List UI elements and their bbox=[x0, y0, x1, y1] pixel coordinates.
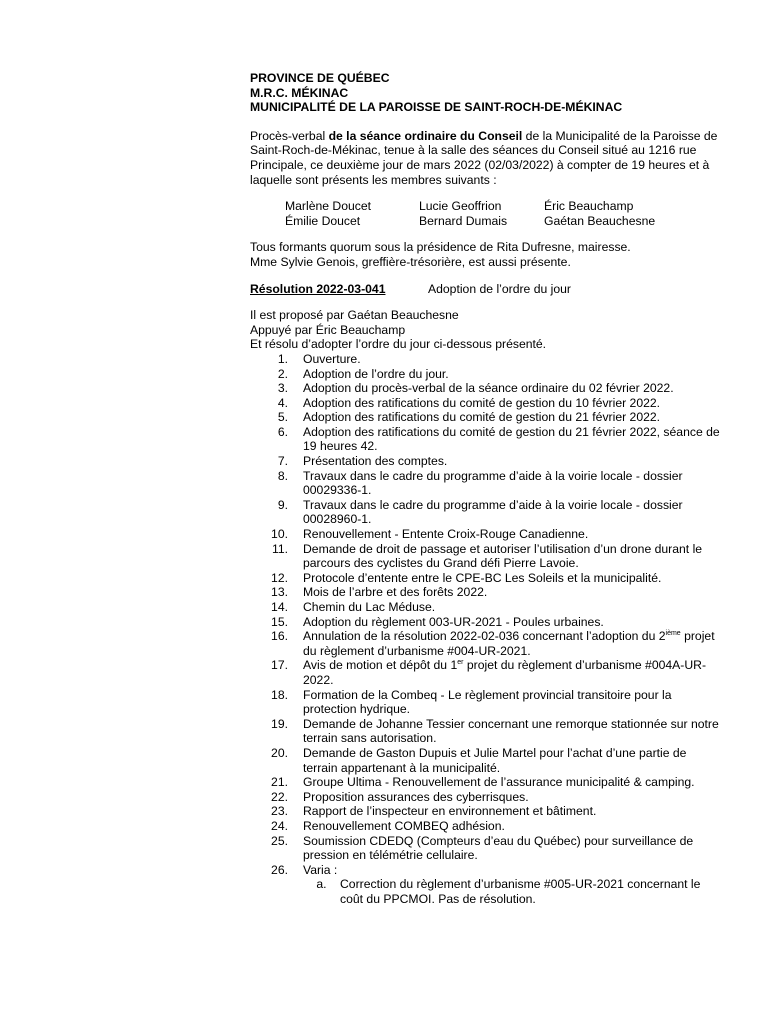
agenda-item-number: 3. bbox=[277, 381, 288, 396]
agenda-item bbox=[250, 629, 720, 658]
header-municipality: MUNICIPALITÉ DE LA PAROISSE DE SAINT-ROCH-DE-MÉKINAC bbox=[250, 100, 623, 115]
intro-post: de la Municipalité de la Paroisse de Saint-Roch-de-Mékinac, tenue à la salle des séances du Conseil situé au 1216 rue Principale, ce deuxième jour de mars 2022 (02/03/2022) à compter de 19 heures et à laquelle sont présents les membres suivants : bbox=[250, 128, 718, 187]
agenda-item-text: Demande de Gaston Dupuis et Julie Martel pour l’achat d’une partie de terrain appartenant à la municipalité. bbox=[303, 745, 687, 775]
agenda-item-text: Rapport de l’inspecteur en environnement et bâtiment. bbox=[303, 804, 597, 819]
member-name: Bernard Dumais bbox=[419, 213, 508, 228]
intro-pre: Procès-verbal bbox=[250, 128, 329, 143]
agenda-item bbox=[250, 352, 720, 367]
agenda-item-number: 18. bbox=[271, 687, 288, 702]
agenda-item bbox=[250, 571, 720, 586]
agenda-item-text: Adoption du règlement 003-UR-2021 - Poules urbaines. bbox=[303, 614, 604, 629]
member-name: Éric Beauchamp bbox=[544, 199, 634, 214]
agenda-item-text: Proposition assurances des cyberrisques. bbox=[303, 789, 529, 804]
agenda-item-number: 1. bbox=[277, 351, 288, 366]
agenda-item-text: Présentation des comptes. bbox=[303, 454, 448, 469]
agenda-item-text: Soumission CDEDQ (Compteurs d’eau du Québec) pour surveillance de pression en télémétrie cellulaire. bbox=[303, 833, 694, 863]
agenda-item-number: 23. bbox=[271, 804, 288, 819]
agenda-sub-item bbox=[303, 877, 720, 906]
agenda-item-number: 2. bbox=[277, 366, 288, 381]
agenda-item-text: Adoption de l’ordre du jour. bbox=[303, 366, 449, 381]
agenda-item-number: 25. bbox=[271, 833, 288, 848]
agenda-item-number: 16. bbox=[271, 629, 288, 644]
agenda-item-number: 15. bbox=[271, 614, 288, 629]
agenda-item-text: Ouverture. bbox=[303, 351, 361, 366]
quorum-paragraph bbox=[250, 240, 720, 269]
agenda-item bbox=[250, 381, 720, 396]
secretary-line: Mme Sylvie Genois, greffière-trésorière, est aussi présente. bbox=[250, 254, 571, 269]
agenda-item bbox=[250, 746, 720, 775]
agenda-item-text: Avis de motion et dépôt du 1er projet du règlement d’urbanisme #004A-UR-2022. bbox=[303, 658, 707, 687]
agenda-item-number: 4. bbox=[277, 395, 288, 410]
agenda-item bbox=[250, 688, 720, 717]
agenda-item-number: 17. bbox=[271, 658, 288, 673]
agenda-item bbox=[250, 367, 720, 382]
agenda-item bbox=[250, 658, 720, 687]
agenda-item-text: Annulation de la résolution 2022-02-036 concernant l’adoption du 2ième projet du règlement d’urbanisme #004-UR-2021. bbox=[303, 629, 715, 658]
agenda-item bbox=[250, 717, 720, 746]
resolution-title: Adoption de l’ordre du jour bbox=[428, 281, 571, 296]
agenda-item bbox=[250, 527, 720, 542]
intro-bold: de la séance ordinaire du Conseil bbox=[328, 128, 523, 143]
resolved-text: Et résolu d’adopter l’ordre du jour ci-dessous présenté. bbox=[250, 337, 547, 352]
agenda-item-text: Protocole d’entente entre le CPE-BC Les Soleils et la municipalité. bbox=[303, 570, 662, 585]
agenda-item-text: Chemin du Lac Méduse. bbox=[303, 600, 436, 614]
agenda-item-text: Mois de l’arbre et des forêts 2022. bbox=[303, 585, 488, 600]
agenda-item-number: 24. bbox=[271, 818, 288, 833]
agenda-item bbox=[250, 834, 720, 863]
agenda-item bbox=[250, 542, 720, 571]
agenda-item bbox=[250, 454, 720, 469]
agenda-item-text: Groupe Ultima - Renouvellement de l’assurance municipalité & camping. bbox=[303, 775, 695, 790]
agenda-item bbox=[250, 498, 720, 527]
agenda-item bbox=[250, 790, 720, 805]
member-name: Marlène Doucet bbox=[285, 199, 372, 214]
agenda-item bbox=[250, 775, 720, 790]
agenda-list bbox=[250, 352, 720, 877]
agenda-item bbox=[250, 469, 720, 498]
document-page bbox=[250, 71, 720, 906]
agenda-item-number: 19. bbox=[271, 716, 288, 731]
agenda-item-number: 14. bbox=[271, 600, 288, 614]
motion-block bbox=[250, 308, 720, 352]
seconded-by: Appuyé par Éric Beauchamp bbox=[250, 322, 406, 337]
agenda-item bbox=[250, 600, 720, 615]
agenda-item-number: 22. bbox=[271, 789, 288, 804]
agenda-item-text: Demande de droit de passage et autoriser l’utilisation d’un drone durant le parcours des cyclistes du Grand défi Pierre Lavoie. bbox=[303, 541, 703, 571]
agenda-item-number: 12. bbox=[271, 570, 288, 585]
agenda-item-text: Travaux dans le cadre du programme d’aide à la voirie locale - dossier 00029336-1. bbox=[303, 468, 683, 498]
agenda-item bbox=[250, 585, 720, 600]
agenda-sub-list bbox=[250, 877, 720, 906]
agenda-item-number: 8. bbox=[277, 468, 288, 483]
agenda-item bbox=[250, 425, 720, 454]
member-name: Lucie Geoffrion bbox=[419, 199, 502, 214]
resolution-heading bbox=[250, 282, 720, 297]
agenda-item-text: Renouvellement COMBEQ adhésion. bbox=[303, 818, 505, 833]
agenda-item-number: 6. bbox=[277, 424, 288, 439]
quorum-line: Tous formants quorum sous la présidence de Rita Dufresne, mairesse. bbox=[250, 240, 631, 255]
agenda-item-number: 13. bbox=[271, 585, 288, 600]
agenda-item bbox=[250, 804, 720, 819]
agenda-sub-item-letter: a. bbox=[316, 877, 327, 892]
header-mrc: M.R.C. MÉKINAC bbox=[250, 85, 349, 100]
agenda-item-text: Demande de Johanne Tessier concernant une remorque stationnée sur notre terrain sans autorisation. bbox=[303, 716, 719, 746]
agenda-item-text: Travaux dans le cadre du programme d’aide à la voirie locale - dossier 00028960-1. bbox=[303, 497, 683, 527]
agenda-item-text: Formation de la Combeq - Le règlement provincial transitoire pour la protection hydrique. bbox=[303, 687, 672, 717]
agenda-item bbox=[250, 410, 720, 425]
agenda-item-number: 21. bbox=[271, 775, 288, 790]
agenda-item bbox=[250, 615, 720, 630]
agenda-item-text: Adoption des ratifications du comité de gestion du 10 février 2022. bbox=[303, 395, 661, 410]
agenda-item bbox=[250, 396, 720, 411]
proposed-by: Il est proposé par Gaétan Beauchesne bbox=[250, 308, 459, 323]
agenda-item-number: 11. bbox=[271, 541, 288, 556]
agenda-item-number: 26. bbox=[271, 862, 288, 877]
agenda-item bbox=[250, 819, 720, 834]
agenda-item-text: Renouvellement - Entente Croix-Rouge Canadienne. bbox=[303, 527, 589, 542]
agenda-item-text: Adoption du procès-verbal de la séance ordinaire du 02 février 2022. bbox=[303, 381, 674, 396]
agenda-sub-item-text: Correction du règlement d’urbanisme #005-UR-2021 concernant le coût du PPCMOI. Pas de résolution. bbox=[340, 877, 701, 906]
agenda-item-number: 5. bbox=[277, 410, 288, 425]
members-list bbox=[285, 199, 720, 228]
agenda-item-text: Adoption des ratifications du comité de gestion du 21 février 2022. bbox=[303, 410, 661, 425]
resolution-number: Résolution 2022-03-041 bbox=[250, 281, 386, 296]
member-name: Gaétan Beauchesne bbox=[544, 213, 656, 228]
agenda-item bbox=[250, 863, 720, 878]
agenda-item-number: 10. bbox=[271, 527, 288, 542]
member-name: Émilie Doucet bbox=[285, 213, 361, 228]
agenda-item-text: Varia : bbox=[303, 862, 338, 877]
agenda-item-number: 7. bbox=[277, 454, 288, 469]
agenda-item-number: 20. bbox=[271, 745, 288, 760]
header-province: PROVINCE DE QUÉBEC bbox=[250, 71, 390, 85]
agenda-item-text: Adoption des ratifications du comité de gestion du 21 février 2022, séance de 19 heures 42. bbox=[303, 424, 720, 454]
intro-paragraph bbox=[250, 129, 720, 187]
agenda-item-number: 9. bbox=[277, 497, 288, 512]
